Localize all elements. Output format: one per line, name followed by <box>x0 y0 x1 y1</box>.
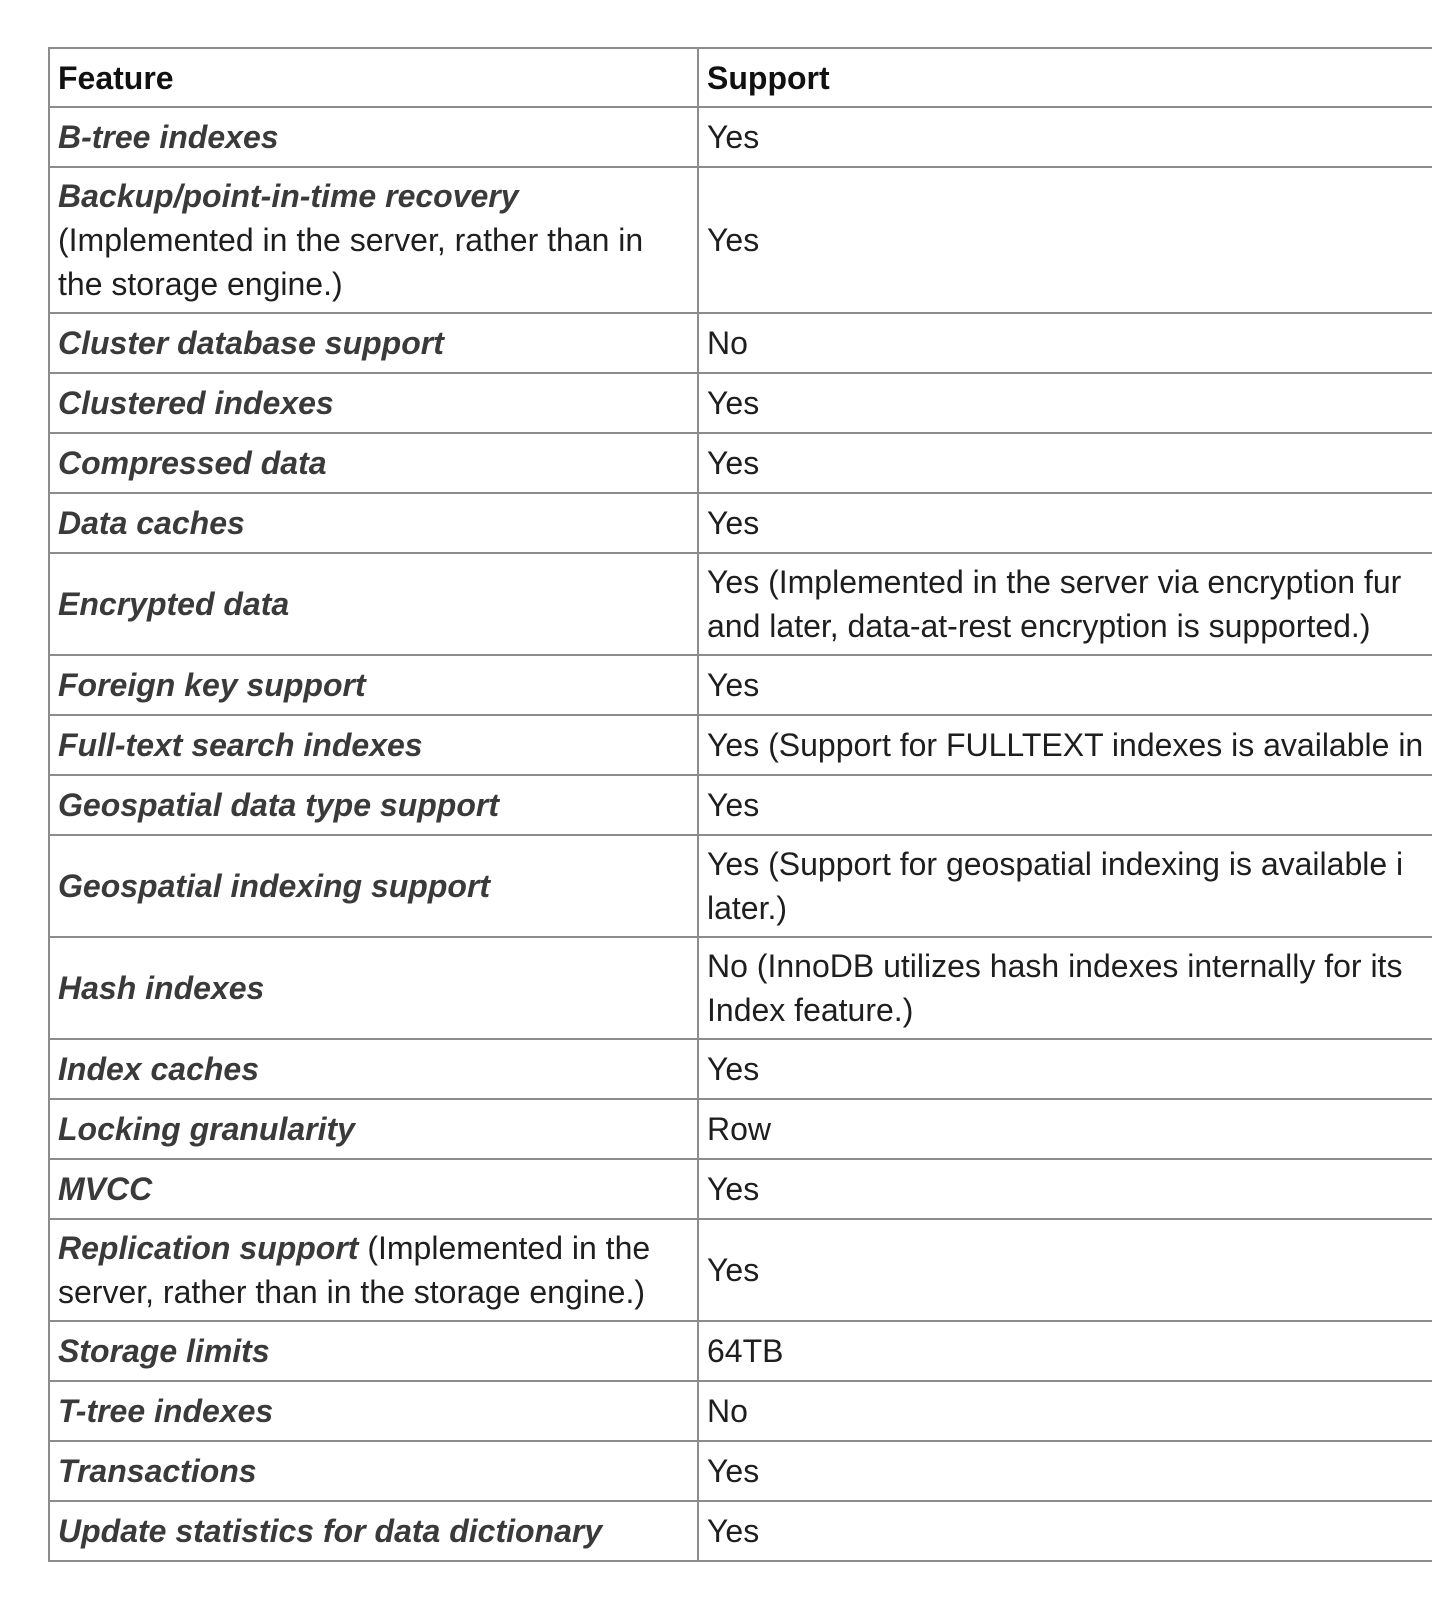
feature-name: Data caches <box>58 505 245 541</box>
support-value: Index feature.) <box>707 992 914 1028</box>
support-cell <box>698 775 1432 835</box>
table-row <box>49 1501 1432 1561</box>
support-value: later.) <box>707 890 788 926</box>
support-value: Yes <box>707 385 760 421</box>
feature-name: MVCC <box>58 1171 153 1207</box>
feature-cell <box>49 167 698 313</box>
feature-name: Index caches <box>58 1051 259 1087</box>
header-feature: Feature <box>49 48 698 107</box>
support-cell <box>698 433 1432 493</box>
support-cell <box>698 1159 1432 1219</box>
support-value: Yes <box>707 505 760 541</box>
feature-cell <box>49 775 698 835</box>
feature-name: Cluster database support <box>58 325 444 361</box>
feature-name: B-tree indexes <box>58 119 279 155</box>
feature-cell <box>49 1099 698 1159</box>
table-row <box>49 1321 1432 1381</box>
feature-name: Locking granularity <box>58 1111 355 1147</box>
feature-name: Update statistics for data dictionary <box>58 1513 603 1549</box>
support-value: Yes <box>707 222 760 258</box>
table-row <box>49 835 1432 937</box>
feature-name: Backup/point-in-time recovery <box>58 178 519 214</box>
support-cell <box>698 553 1432 655</box>
table-row <box>49 1039 1432 1099</box>
support-value: No (InnoDB utilizes hash indexes internally for its <box>707 948 1403 984</box>
feature-support-table-container <box>48 47 1432 1562</box>
support-cell <box>698 313 1432 373</box>
feature-name: Replication support <box>58 1230 359 1266</box>
support-value: No <box>707 325 748 361</box>
support-cell <box>698 715 1432 775</box>
support-value: Yes <box>707 1513 760 1549</box>
support-cell <box>698 1099 1432 1159</box>
support-cell <box>698 373 1432 433</box>
support-value: Yes <box>707 787 760 823</box>
table-row <box>49 373 1432 433</box>
feature-cell <box>49 493 698 553</box>
support-value: No <box>707 1393 748 1429</box>
feature-name: Geospatial indexing support <box>58 868 491 904</box>
feature-cell <box>49 1441 698 1501</box>
feature-cell <box>49 1159 698 1219</box>
table-row <box>49 937 1432 1039</box>
support-value: Yes (Implemented in the server via encryption fur <box>707 564 1402 600</box>
table-row <box>49 167 1432 313</box>
support-cell <box>698 835 1432 937</box>
feature-name: Encrypted data <box>58 586 290 622</box>
table-row <box>49 107 1432 167</box>
table-row <box>49 655 1432 715</box>
feature-name: Foreign key support <box>58 667 366 703</box>
header-support: Support <box>698 48 1432 107</box>
feature-name: Geospatial data type support <box>58 787 499 823</box>
table-row <box>49 1219 1432 1321</box>
support-cell <box>698 655 1432 715</box>
table-header-row <box>49 48 1432 107</box>
support-cell <box>698 1441 1432 1501</box>
support-value: and later, data-at-rest encryption is supported.) <box>707 608 1371 644</box>
support-cell <box>698 107 1432 167</box>
feature-cell <box>49 715 698 775</box>
support-value: Yes (Support for geospatial indexing is available i <box>707 846 1404 882</box>
feature-cell <box>49 937 698 1039</box>
feature-cell <box>49 835 698 937</box>
support-cell <box>698 1039 1432 1099</box>
support-cell <box>698 1219 1432 1321</box>
feature-cell <box>49 1219 698 1321</box>
feature-cell <box>49 1381 698 1441</box>
table-row <box>49 775 1432 835</box>
feature-cell <box>49 1321 698 1381</box>
support-value: Yes <box>707 1171 760 1207</box>
support-value: Yes <box>707 1453 760 1489</box>
feature-cell <box>49 107 698 167</box>
table-row <box>49 493 1432 553</box>
table-body <box>49 107 1432 1561</box>
support-value: Yes <box>707 667 760 703</box>
support-value: Yes <box>707 1252 760 1288</box>
feature-support-table <box>48 47 1432 1562</box>
table-row <box>49 313 1432 373</box>
feature-cell <box>49 373 698 433</box>
feature-cell <box>49 655 698 715</box>
table-row <box>49 1381 1432 1441</box>
table-row <box>49 433 1432 493</box>
support-value: Row <box>707 1111 772 1147</box>
support-value: 64TB <box>707 1333 784 1369</box>
feature-cell <box>49 1039 698 1099</box>
feature-name: Storage limits <box>58 1333 270 1369</box>
support-cell <box>698 1381 1432 1441</box>
table-row <box>49 1441 1432 1501</box>
feature-cell <box>49 553 698 655</box>
feature-cell <box>49 433 698 493</box>
feature-note: (Implemented in the server, rather than in the storage engine.) <box>58 222 644 302</box>
table-row <box>49 715 1432 775</box>
support-value: Yes <box>707 445 760 481</box>
feature-cell <box>49 313 698 373</box>
feature-cell <box>49 1501 698 1561</box>
feature-name: Clustered indexes <box>58 385 334 421</box>
table-row <box>49 553 1432 655</box>
feature-name: Full-text search indexes <box>58 727 423 763</box>
support-value: Yes <box>707 119 760 155</box>
support-cell <box>698 1501 1432 1561</box>
support-cell <box>698 937 1432 1039</box>
support-value: Yes <box>707 1051 760 1087</box>
support-value: Yes (Support for FULLTEXT indexes is available in <box>707 727 1424 763</box>
support-cell <box>698 1321 1432 1381</box>
feature-note: (Implemented in the server, rather than in the storage engine.) <box>58 1230 651 1310</box>
feature-name: Transactions <box>58 1453 257 1489</box>
feature-name: Hash indexes <box>58 970 265 1006</box>
table-row <box>49 1099 1432 1159</box>
support-cell <box>698 167 1432 313</box>
feature-name: Compressed data <box>58 445 327 481</box>
table-row <box>49 1159 1432 1219</box>
support-cell <box>698 493 1432 553</box>
feature-name: T-tree indexes <box>58 1393 274 1429</box>
